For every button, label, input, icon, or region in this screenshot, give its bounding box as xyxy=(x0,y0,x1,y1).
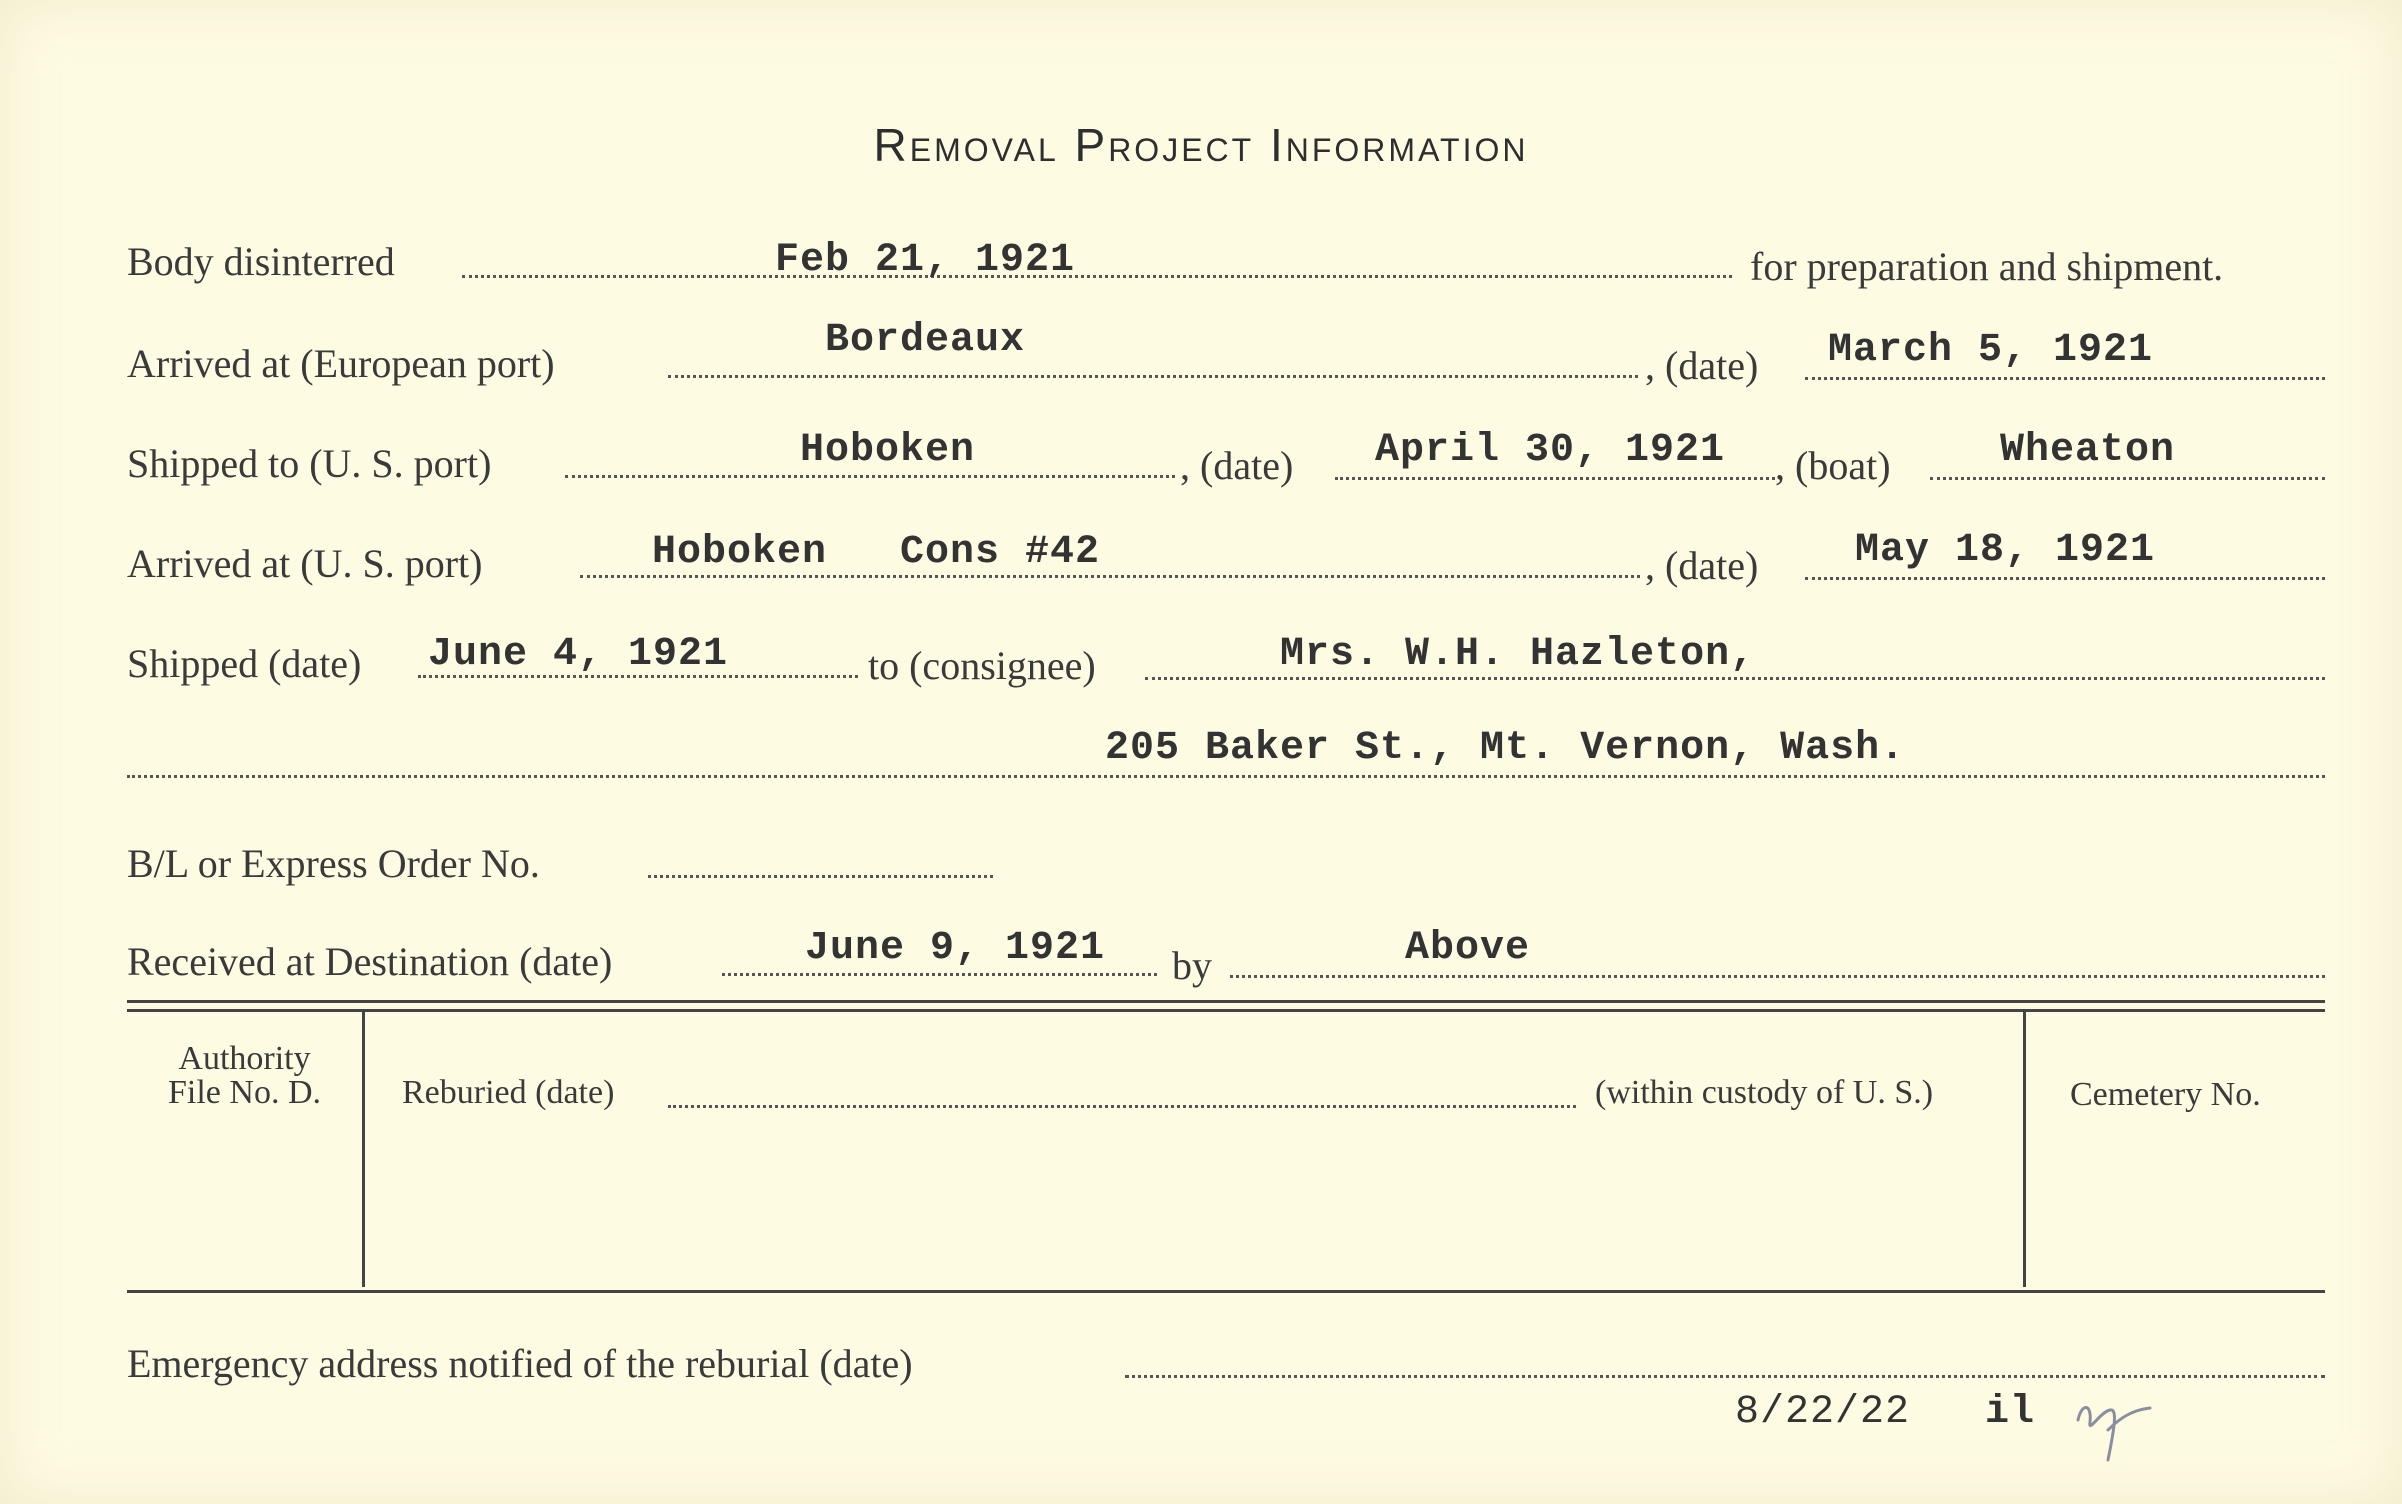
line-european-port xyxy=(668,375,1638,378)
divider-top-1 xyxy=(127,1000,2325,1003)
line-emergency-date xyxy=(1125,1375,2325,1378)
label-file-no: File No. D. xyxy=(168,1074,321,1111)
line-boat xyxy=(1930,477,2325,480)
label-to-consignee: to (consignee) xyxy=(868,643,1096,688)
value-cons-number: Cons #42 xyxy=(900,530,1101,575)
label-cemetery-no: Cemetery No. xyxy=(2070,1076,2261,1113)
value-shipped-date: April 30, 1921 xyxy=(1375,428,1726,473)
line-us-port-shipped xyxy=(565,475,1175,478)
value-us-port-arrived: Hoboken xyxy=(652,530,828,575)
value-footer-date: 8/22/22 xyxy=(1735,1390,1911,1435)
divider-vertical-right xyxy=(2023,1012,2026,1287)
label-body-disinterred: Body disinterred xyxy=(127,239,395,284)
label-european-date: , (date) xyxy=(1645,343,1759,388)
divider-top-2 xyxy=(127,1009,2325,1012)
value-european-date: March 5, 1921 xyxy=(1828,328,2154,373)
label-custody: (within custody of U. S.) xyxy=(1595,1074,1934,1111)
label-boat: , (boat) xyxy=(1775,443,1891,488)
value-consignee-shipped-date: June 4, 1921 xyxy=(428,632,729,677)
line-disinterred xyxy=(462,275,1732,278)
line-received-by xyxy=(1230,975,2325,978)
line-us-port-arrived xyxy=(580,575,1640,578)
value-arrived-date: May 18, 1921 xyxy=(1855,528,2156,573)
label-arrived-date: , (date) xyxy=(1645,543,1759,588)
value-boat: Wheaton xyxy=(2000,428,2176,473)
line-european-date xyxy=(1805,377,2325,380)
value-european-port: Bordeaux xyxy=(825,318,1026,363)
value-consignee-name: Mrs. W.H. Hazleton, xyxy=(1280,632,1756,677)
page-title: Removal Project Information xyxy=(873,119,1529,171)
label-reburied: Reburied (date) xyxy=(402,1074,615,1111)
handwritten-mark-icon xyxy=(2070,1390,2160,1470)
line-consignee xyxy=(1145,677,2325,680)
label-shipped-date-consignee: Shipped (date) xyxy=(127,641,362,686)
value-received-date: June 9, 1921 xyxy=(805,926,1106,971)
line-bl-order xyxy=(648,875,993,878)
value-consignee-address: 205 Baker St., Mt. Vernon, Wash. xyxy=(1105,726,1906,771)
value-us-port-shipped: Hoboken xyxy=(800,428,976,473)
label-shipped-to-us: Shipped to (U. S. port) xyxy=(127,441,492,486)
line-received-date xyxy=(722,973,1157,976)
line-shipped-date xyxy=(1335,477,1775,480)
label-for-preparation: for preparation and shipment. xyxy=(1750,244,2224,289)
label-arrived-us: Arrived at (U. S. port) xyxy=(127,541,483,586)
divider-bottom xyxy=(127,1290,2325,1293)
label-arrived-european: Arrived at (European port) xyxy=(127,341,555,386)
line-reburied-date xyxy=(668,1105,1576,1108)
divider-vertical-left xyxy=(362,1012,365,1287)
label-bl-order: B/L or Express Order No. xyxy=(127,841,540,886)
line-consignee-address xyxy=(127,775,2325,778)
value-disinterred-date: Feb 21, 1921 xyxy=(775,238,1076,283)
value-received-by: Above xyxy=(1405,926,1531,971)
label-by: by xyxy=(1172,943,1212,988)
label-authority: Authority xyxy=(178,1040,311,1077)
label-emergency: Emergency address notified of the reburial (date) xyxy=(127,1341,913,1386)
label-received-dest: Received at Destination (date) xyxy=(127,939,613,984)
label-shipped-date: , (date) xyxy=(1180,443,1294,488)
line-arrived-date xyxy=(1805,577,2325,580)
value-footer-initials: il xyxy=(1985,1390,2036,1435)
